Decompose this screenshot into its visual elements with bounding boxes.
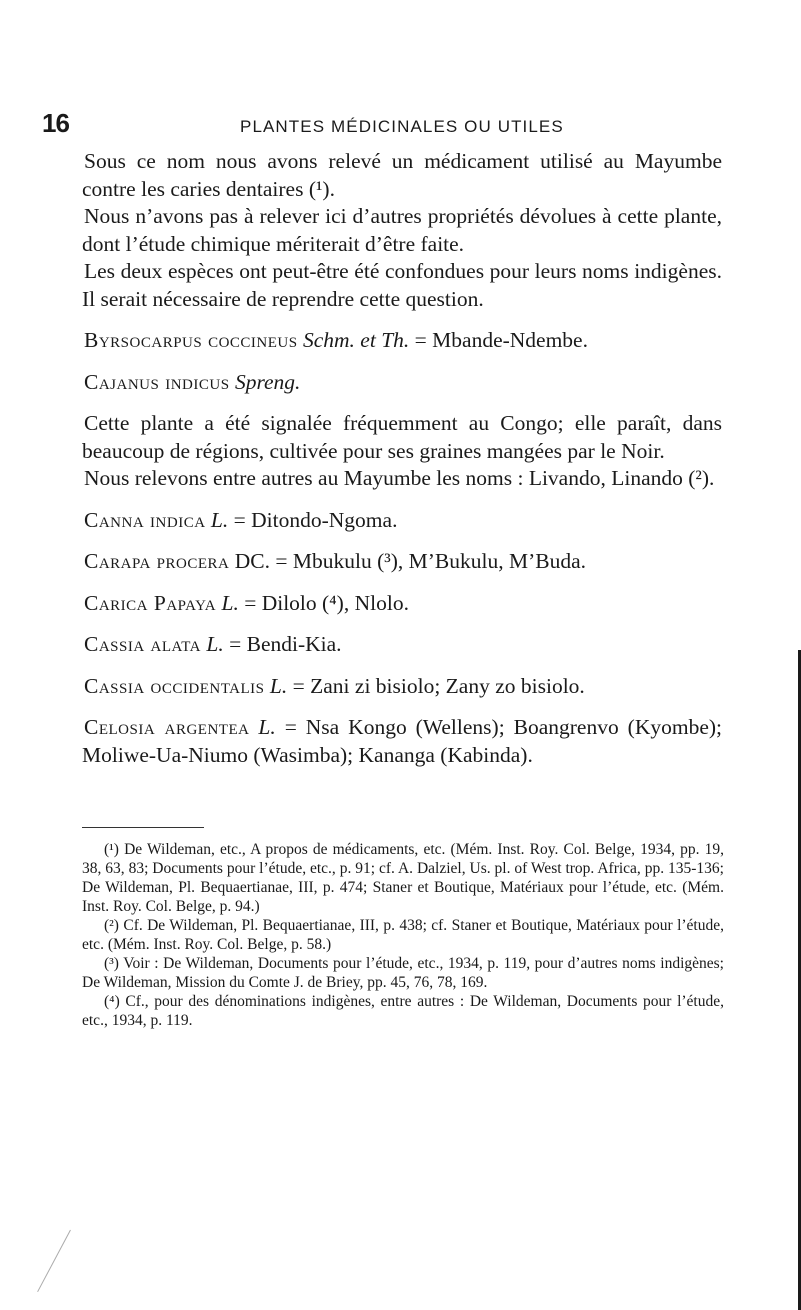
paragraph: Les deux espèces ont peut-être été confondues pour leurs noms indigènes. Il serait nécessaire de reprendre cette question.	[82, 259, 722, 311]
entry-byrsocarpus	[82, 327, 722, 355]
vernacular-names: = Bendi-Kia.	[223, 632, 342, 656]
paragraph: Sous ce nom nous avons relevé un médicament utilisé au Mayumbe contre les caries dentaires (¹).	[82, 149, 722, 201]
footnote: (³) Voir : De Wildeman, Documents pour l’étude, etc., 1934, p. 119, pour d’autres noms indigènes; De Wildeman, Mission du Comte J. de Briey, pp. 45, 76, 78, 169.	[82, 955, 724, 991]
footnote: (⁴) Cf., pour des dénominations indigènes, entre autres : De Wildeman, Documents pour l’étude, etc., 1934, p. 119.	[82, 993, 724, 1029]
species-name: Cassia alata	[84, 632, 202, 656]
entry-celosia	[82, 714, 722, 769]
vernacular-names: = Nsa Kongo (Wellens); Boangrenvo (Kyombe); Moliwe-Ua-Niumo (Wasimba); Kananga (Kabinda).	[82, 715, 722, 767]
entry-carapa	[82, 548, 722, 576]
species-author: L.	[210, 507, 229, 532]
species-name: Celosia argentea	[84, 715, 250, 739]
footnotes	[82, 840, 724, 1030]
entry-cassia-alata	[82, 631, 722, 659]
main-text	[82, 148, 722, 769]
species-name: Cassia occidentalis	[84, 673, 265, 698]
page-header	[0, 108, 801, 144]
footnote: (²) Cf. De Wildeman, Pl. Bequaertianae, III, p. 438; cf. Staner et Boutique, Matériaux pour l’étude, etc. (Mém. Inst. Roy. Col. Belge, p. 58.)	[82, 917, 724, 953]
species-author: Schm. et Th.	[302, 328, 410, 352]
vernacular-names: = Dilolo (⁴), Nlolo.	[238, 590, 409, 615]
entry-cajanus	[82, 369, 722, 397]
entry-canna	[82, 507, 722, 535]
paragraph: Cette plante a été signalée fréquemment au Congo; elle paraît, dans beaucoup de régions, cultivée pour ses graines mangées par le Noir.	[82, 411, 722, 463]
species-name: Carica Papaya	[84, 590, 217, 615]
species-author: L.	[258, 715, 276, 739]
vernacular-names: = Mbande-Ndembe.	[409, 328, 588, 352]
species-author: L.	[269, 673, 288, 698]
species-name: Carapa procera	[84, 549, 230, 573]
species-author: L.	[206, 632, 224, 656]
vernacular-names: = Mbukulu (³), M’Bukulu, M’Buda.	[270, 549, 586, 573]
footnote: (¹) De Wildeman, etc., A propos de médicaments, etc. (Mém. Inst. Roy. Col. Belge, 1934, pp. 19, 38, 63, 83; Documents pour l’étude, etc., p. 91; cf. A. Dalziel, Us. pl. of West trop. Africa, pp. 135-136; De Wildeman, Pl. Bequaertianae, III, p. 474; Staner et Boutique, Matériaux pour l’étude, etc. (Mém. Inst. Roy. Col. Belge, p. 94.)	[82, 841, 724, 915]
vernacular-names: = Zani zi bisiolo; Zany zo bisiolo.	[287, 673, 585, 698]
species-name: Cajanus indicus	[84, 369, 230, 394]
vernacular-names: = Ditondo-Ngoma.	[228, 507, 398, 532]
entry-cassia-occidentalis	[82, 673, 722, 701]
species-name: Canna indica	[84, 507, 206, 532]
species-author: L.	[221, 590, 239, 615]
footnote-rule	[82, 827, 204, 828]
paragraph: Nous relevons entre autres au Mayumbe les noms : Livando, Linando (²).	[84, 466, 715, 490]
scan-mark	[37, 1230, 94, 1304]
species-author: Spreng.	[234, 369, 301, 394]
running-title: PLANTES MÉDICINALES OU UTILES	[240, 117, 564, 136]
paragraph: Nous n’avons pas à relever ici d’autres propriétés dévolues à cette plante, dont l’étude chimique mériterait d’être faite.	[82, 204, 722, 256]
species-author: DC.	[234, 549, 270, 573]
species-name: Byrsocarpus coccineus	[84, 328, 298, 352]
entry-carica	[82, 590, 722, 618]
page-number: 16	[42, 108, 69, 138]
